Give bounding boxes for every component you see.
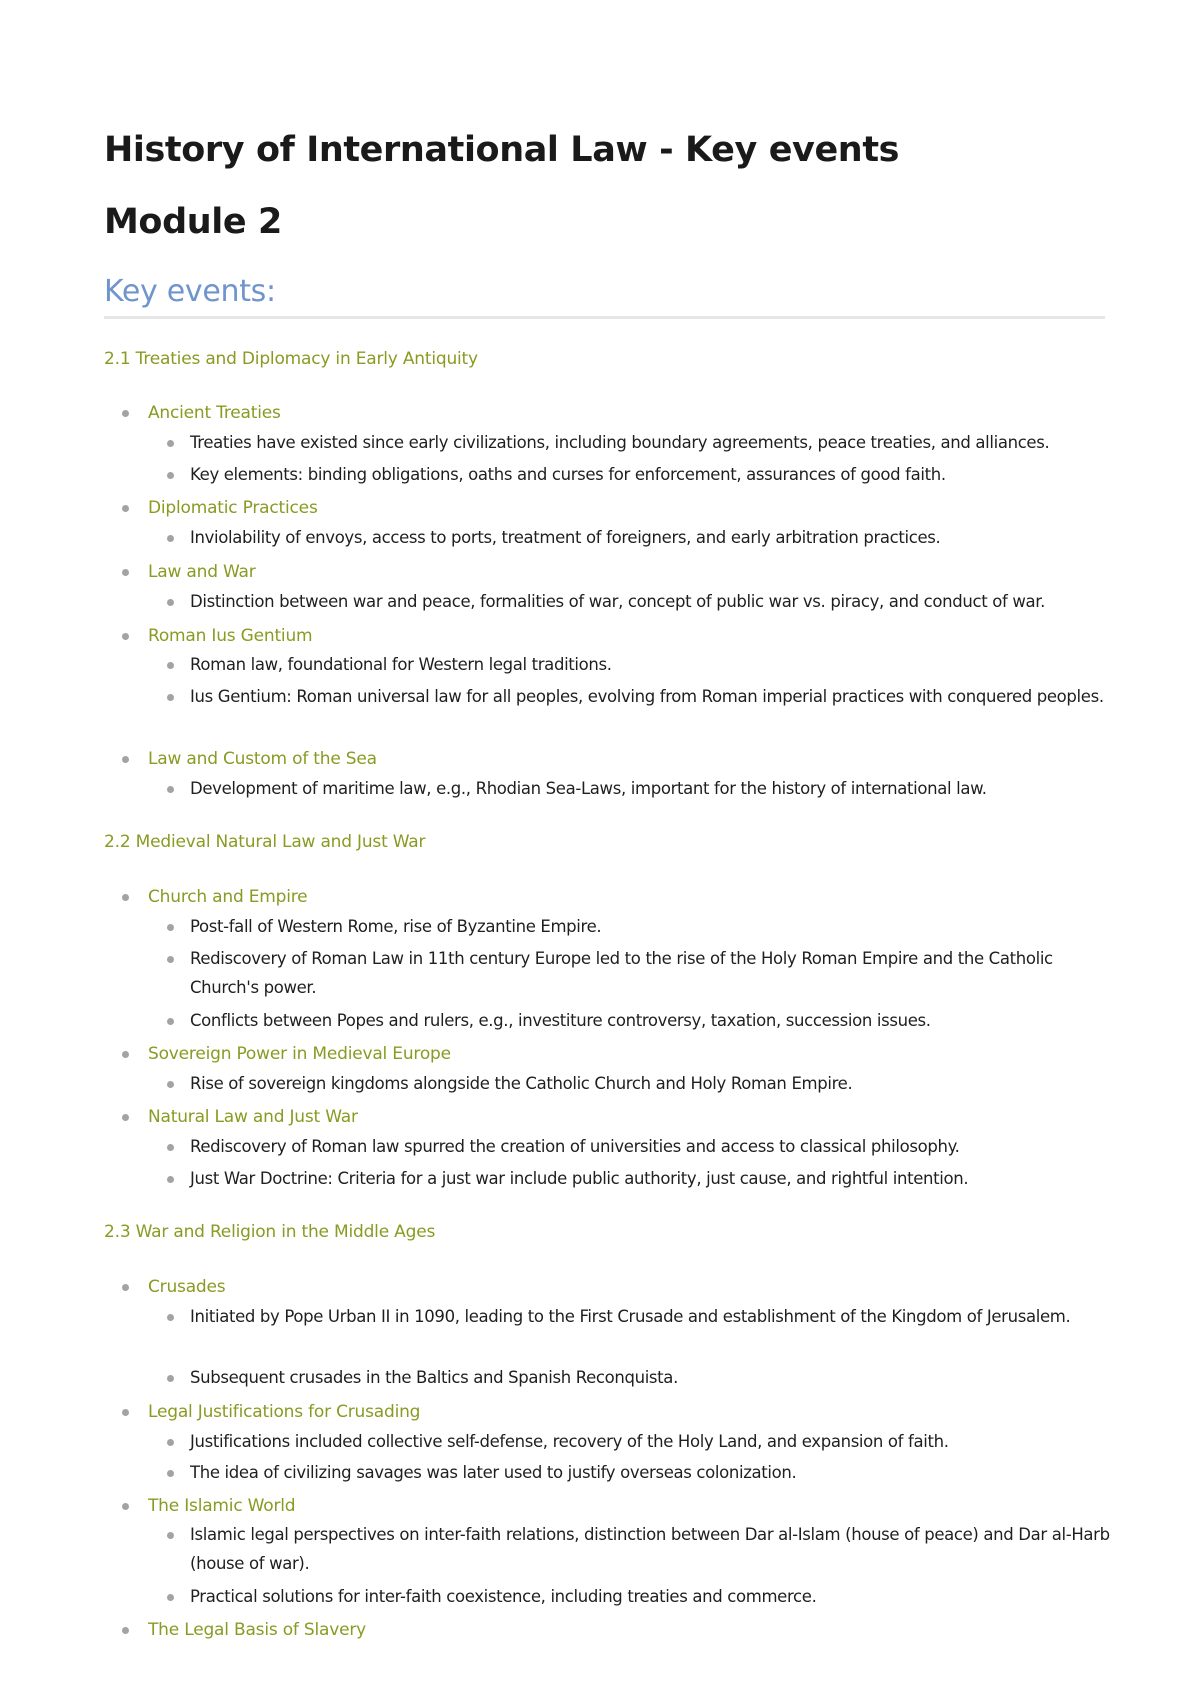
detail-item: Subsequent crusades in the Baltics and Spanish Reconquista. <box>190 1368 678 1387</box>
detail-item: Distinction between war and peace, formalities of war, concept of public war vs. piracy, and conduct of war. <box>190 592 1046 611</box>
detail-item: Treaties have existed since early civilizations, including boundary agreements, peace treaties, and alliances. <box>190 433 1050 452</box>
topic-label: Church and Empire <box>148 887 308 907</box>
section-title: 2.1 Treaties and Diplomacy in Early Antiquity <box>104 349 478 369</box>
detail-item: Inviolability of envoys, access to ports, treatment of foreigners, and early arbitration practices. <box>190 528 941 547</box>
module-title: Module 2 <box>104 202 282 242</box>
list-bullet <box>122 410 129 417</box>
detail-item: Development of maritime law, e.g., Rhodian Sea-Laws, important for the history of international law. <box>190 779 987 798</box>
list-bullet <box>167 662 174 669</box>
topic-label: Natural Law and Just War <box>148 1107 358 1127</box>
list-bullet <box>167 472 174 479</box>
detail-item: Roman law, foundational for Western legal traditions. <box>190 655 612 674</box>
topic-label: Roman Ius Gentium <box>148 626 313 646</box>
detail-item: Ius Gentium: Roman universal law for all peoples, evolving from Roman imperial practices with conquered peoples. <box>190 687 1104 706</box>
topic-label: Sovereign Power in Medieval Europe <box>148 1044 451 1064</box>
topic-label: Crusades <box>148 1277 226 1297</box>
heading-divider <box>104 316 1105 319</box>
list-bullet <box>167 535 174 542</box>
detail-item: Justifications included collective self-defense, recovery of the Holy Land, and expansion of faith. <box>190 1432 949 1451</box>
topic-label: Legal Justifications for Crusading <box>148 1402 421 1422</box>
section-title: 2.2 Medieval Natural Law and Just War <box>104 832 426 852</box>
list-bullet <box>122 569 129 576</box>
list-bullet <box>122 1284 129 1291</box>
list-bullet <box>167 1081 174 1088</box>
detail-item: Conflicts between Popes and rulers, e.g., investiture controversy, taxation, succession issues. <box>190 1011 931 1030</box>
detail-item: Key elements: binding obligations, oaths and curses for enforcement, assurances of good faith. <box>190 465 946 484</box>
list-bullet <box>167 1375 174 1382</box>
list-bullet <box>122 1114 129 1121</box>
topic-label: Diplomatic Practices <box>148 498 318 518</box>
detail-item: Initiated by Pope Urban II in 1090, leading to the First Crusade and establishment of the Kingdom of Jerusalem. <box>190 1307 1071 1326</box>
list-bullet <box>167 1594 174 1601</box>
detail-item: Practical solutions for inter-faith coexistence, including treaties and commerce. <box>190 1587 817 1606</box>
list-bullet <box>122 1051 129 1058</box>
list-bullet <box>167 1314 174 1321</box>
list-bullet <box>167 1018 174 1025</box>
list-bullet <box>122 505 129 512</box>
topic-label: The Legal Basis of Slavery <box>148 1620 366 1640</box>
topic-label: Ancient Treaties <box>148 403 281 423</box>
detail-item: Post-fall of Western Rome, rise of Byzantine Empire. <box>190 917 602 936</box>
list-bullet <box>167 1176 174 1183</box>
list-bullet <box>122 1503 129 1510</box>
list-bullet <box>167 599 174 606</box>
list-bullet <box>167 956 174 963</box>
section-title: 2.3 War and Religion in the Middle Ages <box>104 1222 436 1242</box>
detail-item: Rise of sovereign kingdoms alongside the Catholic Church and Holy Roman Empire. <box>190 1074 853 1093</box>
detail-item: Islamic legal perspectives on inter-faith relations, distinction between Dar al-Islam (house of peace) and Dar al-Harb (house of war). <box>190 1525 1110 1573</box>
list-bullet <box>122 633 129 640</box>
topic-label: The Islamic World <box>148 1496 296 1516</box>
list-bullet <box>167 1439 174 1446</box>
topic-label: Law and War <box>148 562 256 582</box>
list-bullet <box>122 756 129 763</box>
detail-item: Just War Doctrine: Criteria for a just war include public authority, just cause, and rightful intention. <box>190 1169 969 1188</box>
document-title: History of International Law - Key events <box>104 130 900 170</box>
topic-label: Law and Custom of the Sea <box>148 749 377 769</box>
list-bullet <box>167 1532 174 1539</box>
detail-item: Rediscovery of Roman Law in 11th century Europe led to the rise of the Holy Roman Empire and the Catholic Church's power. <box>190 949 1053 997</box>
list-bullet <box>122 1409 129 1416</box>
list-bullet <box>167 694 174 701</box>
detail-item: The idea of civilizing savages was later used to justify overseas colonization. <box>190 1463 797 1482</box>
list-bullet <box>167 440 174 447</box>
key-events-heading: Key events: <box>104 274 276 309</box>
list-bullet <box>167 1470 174 1477</box>
list-bullet <box>167 924 174 931</box>
list-bullet <box>167 1144 174 1151</box>
list-bullet <box>122 894 129 901</box>
detail-item: Rediscovery of Roman law spurred the creation of universities and access to classical philosophy. <box>190 1137 960 1156</box>
list-bullet <box>122 1627 129 1634</box>
list-bullet <box>167 786 174 793</box>
